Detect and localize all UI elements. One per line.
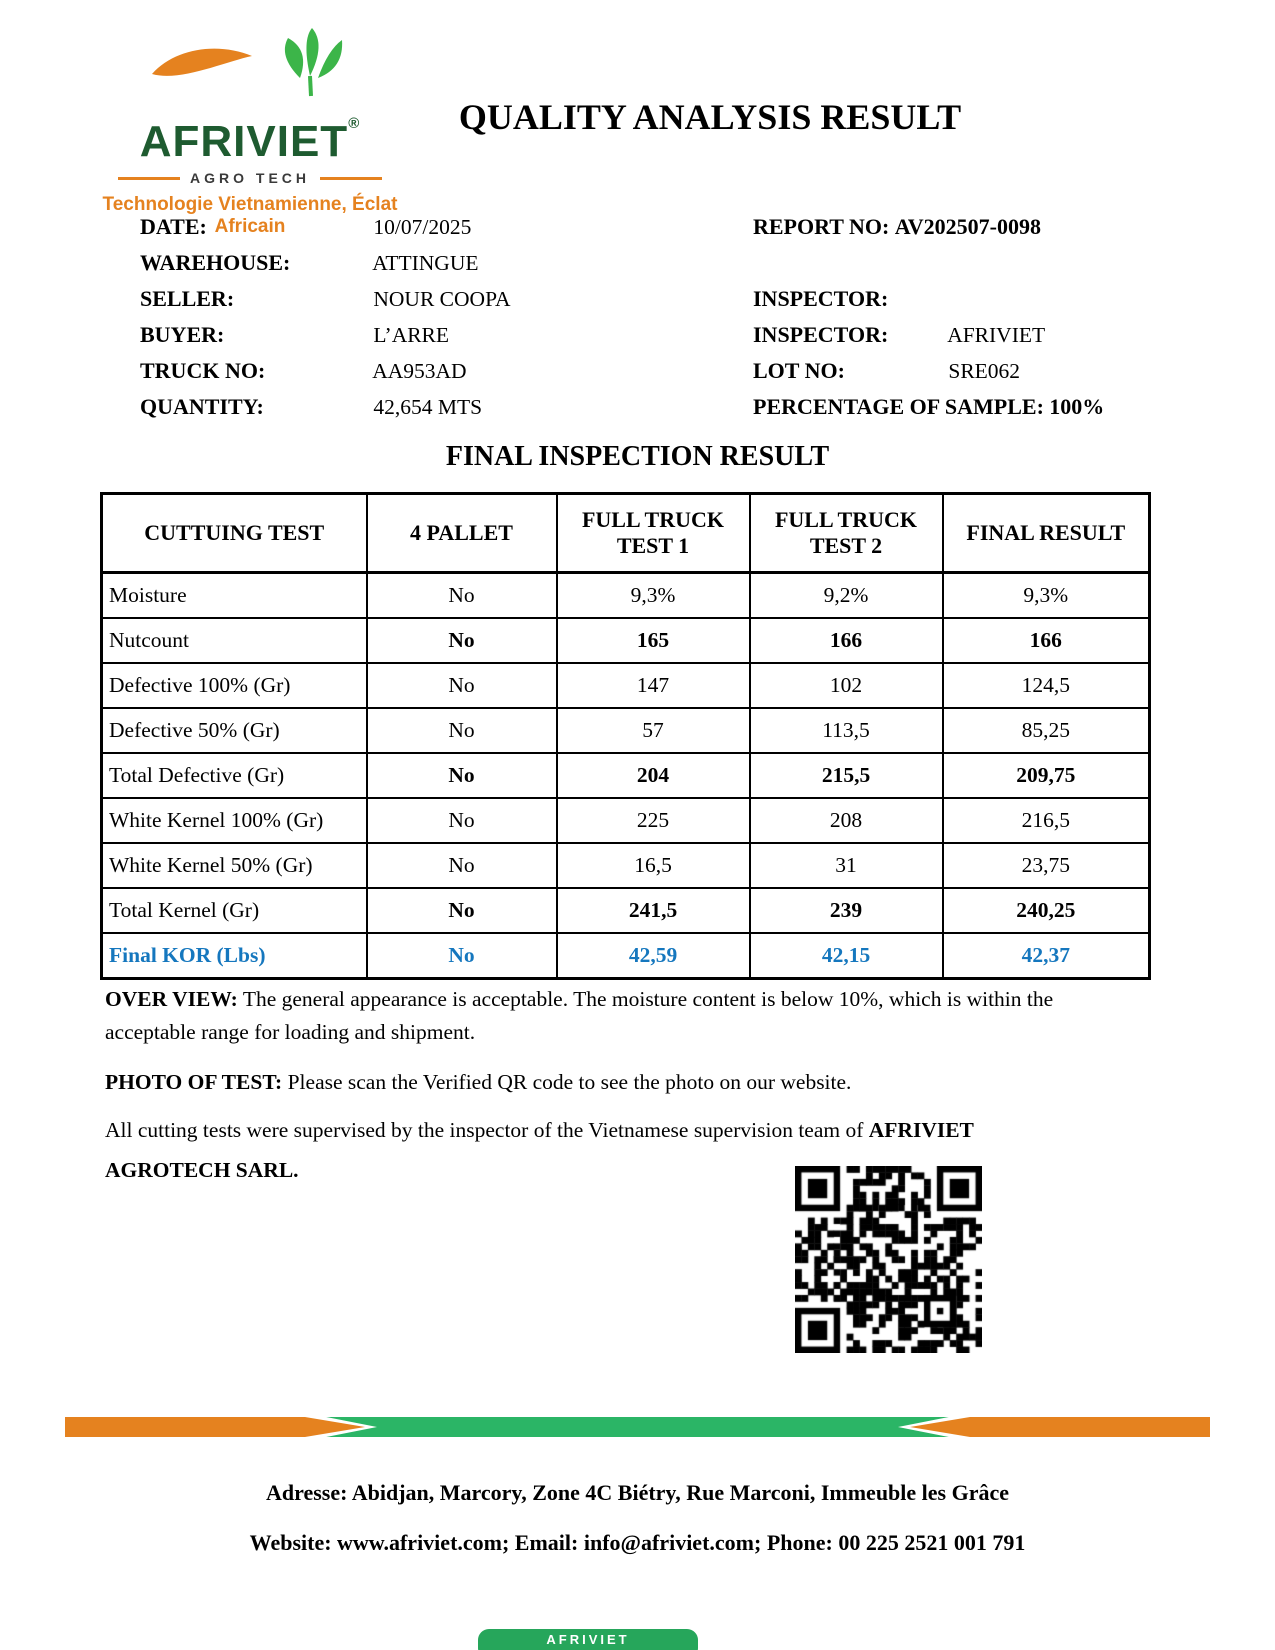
cell: Moisture: [102, 573, 367, 619]
leaf-icon: [285, 28, 342, 96]
info-row-buyer: [140, 322, 511, 358]
report-no-value: AV202507-0098: [894, 214, 1041, 239]
cell: No: [367, 798, 557, 843]
footer-address: Adresse: Abidjan, Marcory, Zone 4C Biétry, Rue Marconi, Immeuble les Grâce: [265, 1480, 1010, 1505]
sample-value: 100%: [1049, 394, 1105, 419]
cell: 147: [557, 663, 750, 708]
date-label: DATE:: [140, 214, 207, 239]
info-row-spacer: [753, 250, 1104, 286]
info-row-seller: [140, 286, 511, 322]
inspection-result-table: [100, 492, 1151, 980]
truck-value: AA953AD: [372, 359, 467, 383]
report-no-label: REPORT NO:: [753, 214, 890, 239]
cell: 9,2%: [750, 573, 943, 619]
overview-label: OVER VIEW:: [105, 987, 238, 1011]
supervision-bold-2: AGROTECH SARL.: [105, 1158, 299, 1182]
cell: 216,5: [943, 798, 1150, 843]
logo-artwork: [100, 26, 400, 102]
table-row-nutcount: [102, 618, 1150, 663]
cell: Defective 50% (Gr): [102, 708, 367, 753]
info-row-report-no: [753, 214, 1104, 250]
info-left-column: [140, 214, 511, 430]
right-rule: [320, 177, 382, 180]
cell: 209,75: [943, 753, 1150, 798]
buyer-label: BUYER:: [140, 322, 225, 347]
cell: No: [367, 708, 557, 753]
cell: 165: [557, 618, 750, 663]
cell: 9,3%: [943, 573, 1150, 619]
registered-mark: ®: [348, 115, 361, 132]
supervision-text: All cutting tests were supervised by the inspector of the Vietnamese supervision team of: [105, 1118, 864, 1142]
info-row-sample: [753, 394, 1104, 430]
table-header-row: [102, 494, 1150, 573]
cell: 124,5: [943, 663, 1150, 708]
sample-label: PERCENTAGE OF SAMPLE:: [753, 394, 1044, 419]
cell: No: [367, 933, 557, 979]
header-cutting-test: CUTTUING TEST: [102, 494, 367, 573]
overview-text: The general appearance is acceptable. The moisture content is below 10%, which is within the acceptable range for loading and shipment.: [105, 987, 1054, 1044]
cell: 240,25: [943, 888, 1150, 933]
section-title: FINAL INSPECTION RESULT: [445, 441, 830, 472]
lot-no-value: SRE062: [948, 359, 1021, 383]
header-final-result: FINAL RESULT: [943, 494, 1150, 573]
quantity-label: QUANTITY:: [140, 394, 264, 419]
overview-paragraph: [105, 983, 1090, 1049]
ribbon-graphic: [65, 1414, 1210, 1440]
left-rule: [118, 177, 180, 180]
date-value: 10/07/2025: [373, 215, 472, 239]
header-full-truck-test-2: FULL TRUCK TEST 2: [750, 494, 943, 573]
warehouse-label: WAREHOUSE:: [140, 250, 291, 275]
cell: No: [367, 663, 557, 708]
lot-no-label: LOT NO:: [753, 358, 845, 383]
cell: 42,37: [943, 933, 1150, 979]
info-row-inspector-2: [753, 322, 1104, 358]
cell: Nutcount: [102, 618, 367, 663]
header-full-truck-test-1: FULL TRUCK TEST 1: [557, 494, 750, 573]
cell: 239: [750, 888, 943, 933]
cell: 241,5: [557, 888, 750, 933]
cell: 225: [557, 798, 750, 843]
truck-label: TRUCK NO:: [140, 358, 266, 383]
footer-contact: Website: www.afriviet.com; Email: info@afriviet.com; Phone: 00 225 2521 001 791: [249, 1530, 1026, 1555]
footer-brand-badge: AFRIVIET: [478, 1629, 698, 1650]
qr-code: [795, 1166, 982, 1353]
cell: Total Kernel (Gr): [102, 888, 367, 933]
table-row-white-kernel-50: [102, 843, 1150, 888]
footer-ribbon: [65, 1414, 1210, 1440]
brand-name: AFRIVIET®: [139, 115, 361, 166]
cell: White Kernel 100% (Gr): [102, 798, 367, 843]
table-row-moisture: [102, 573, 1150, 619]
cell: No: [367, 843, 557, 888]
ribbon-left-orange-arrow: [65, 1417, 365, 1437]
table-row-defective-50: [102, 708, 1150, 753]
sub-brand-row: [100, 170, 400, 186]
quantity-value: 42,654 MTS: [373, 395, 483, 419]
seller-label: SELLER:: [140, 286, 235, 311]
cell: 113,5: [750, 708, 943, 753]
inspector2-label: INSPECTOR:: [753, 322, 889, 347]
photo-label: PHOTO OF TEST:: [105, 1070, 283, 1094]
cell: 208: [750, 798, 943, 843]
cell: No: [367, 753, 557, 798]
cell: 215,5: [750, 753, 943, 798]
page-title: QUALITY ANALYSIS RESULT: [458, 97, 962, 137]
cell: 166: [943, 618, 1150, 663]
qr-code-canvas: [795, 1166, 982, 1353]
logo-tagline: Technologie Vietnamienne, Éclat Africain: [102, 194, 398, 237]
table-row-total-kernel: [102, 888, 1150, 933]
afriviet-logo: [100, 26, 400, 238]
swoosh-icon: [152, 49, 252, 76]
cell: White Kernel 50% (Gr): [102, 843, 367, 888]
cell: 57: [557, 708, 750, 753]
logo-graphic: [100, 26, 400, 102]
ribbon-right-orange-arrow: [910, 1417, 1210, 1437]
info-row-quantity: [140, 394, 511, 430]
supervision-bold-1: AFRIVIET: [868, 1118, 974, 1142]
cell: 102: [750, 663, 943, 708]
cell: Total Defective (Gr): [102, 753, 367, 798]
cell: 42,59: [557, 933, 750, 979]
buyer-value: L’ARRE: [373, 323, 450, 347]
info-row-inspector-1: [753, 286, 1104, 322]
inspector1-label: INSPECTOR:: [753, 286, 889, 311]
inspector2-value: AFRIVIET: [947, 323, 1046, 347]
cell: 85,25: [943, 708, 1150, 753]
cell: 23,75: [943, 843, 1150, 888]
info-row-date: [140, 214, 511, 250]
photo-of-test-paragraph: [105, 1066, 1090, 1099]
cell: 16,5: [557, 843, 750, 888]
info-row-truck: [140, 358, 511, 394]
table-row-white-kernel-100: [102, 798, 1150, 843]
cell: No: [367, 888, 557, 933]
info-row-lot-no: [753, 358, 1104, 394]
cell: 31: [750, 843, 943, 888]
table-row-total-defective: [102, 753, 1150, 798]
cell: 166: [750, 618, 943, 663]
cell: 9,3%: [557, 573, 750, 619]
seller-value: NOUR COOPA: [373, 287, 511, 311]
cell: No: [367, 573, 557, 619]
warehouse-value: ATTINGUE: [372, 251, 479, 275]
info-row-warehouse: [140, 250, 511, 286]
ribbon-green-band: [290, 1417, 985, 1437]
sub-brand: AGRO TECH: [190, 170, 310, 186]
info-right-column: [753, 214, 1104, 430]
header-4-pallet: 4 PALLET: [367, 494, 557, 573]
cell: Defective 100% (Gr): [102, 663, 367, 708]
cell: 42,15: [750, 933, 943, 979]
cell: 204: [557, 753, 750, 798]
table-row-defective-100: [102, 663, 1150, 708]
photo-text: Please scan the Verified QR code to see the photo on our website.: [287, 1070, 852, 1094]
table-row-final-kor: [102, 933, 1150, 979]
cell: Final KOR (Lbs): [102, 933, 367, 979]
cell: No: [367, 618, 557, 663]
